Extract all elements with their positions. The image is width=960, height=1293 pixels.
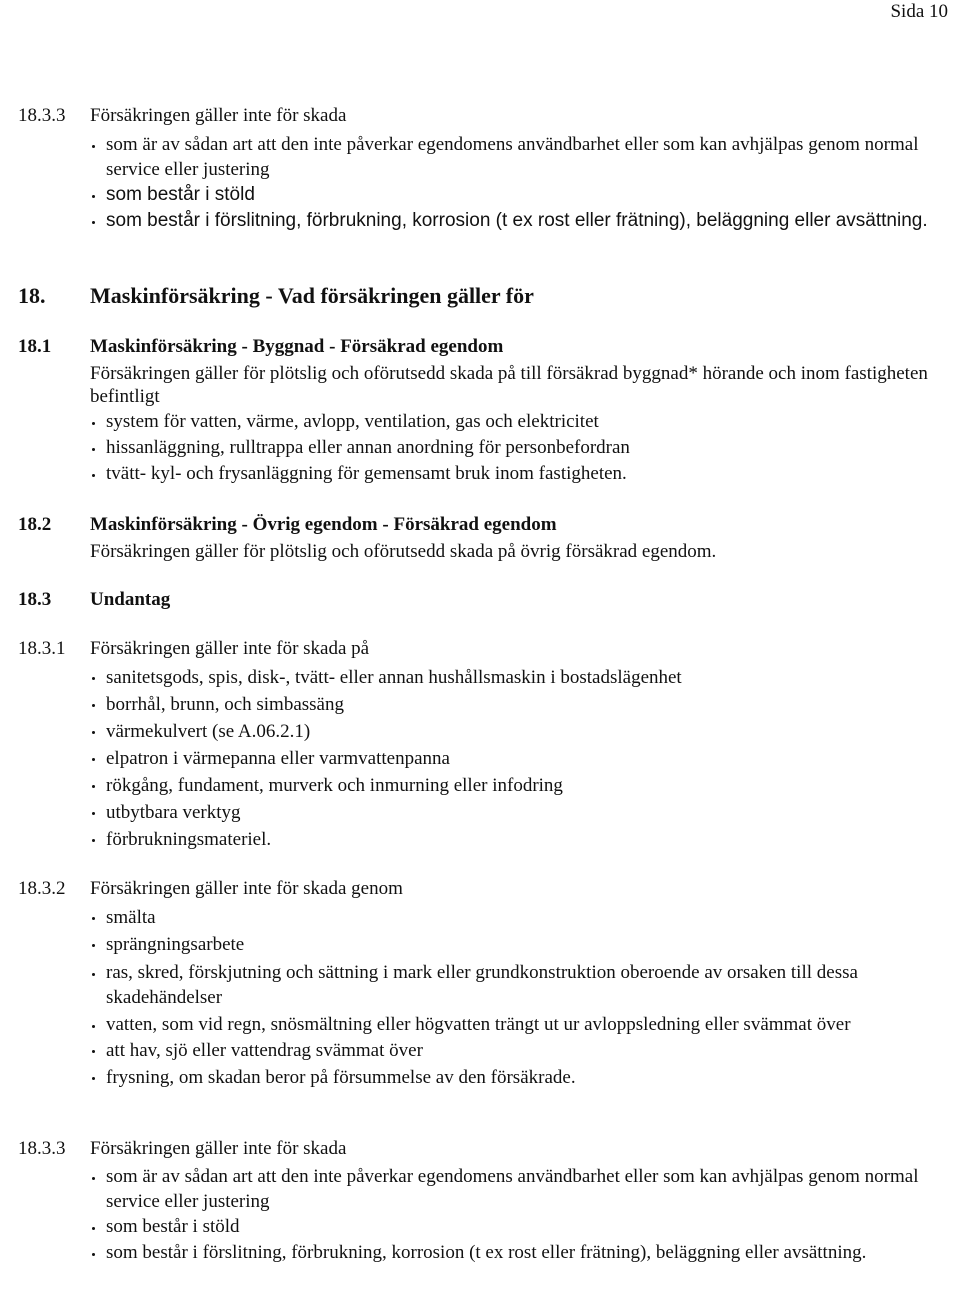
list-item: sprängningsarbete: [90, 931, 930, 958]
bullet-list-18-3-2: [90, 904, 930, 1091]
list-item: som består i stöld: [90, 1214, 930, 1240]
list-item: utbytbara verktyg: [90, 799, 930, 826]
bullet-list-18-3-3: [90, 1164, 930, 1265]
section-title: Maskinförsäkring - Övrig egendom - Försäkrad egendom: [90, 514, 557, 535]
list-item: rökgång, fundament, murverk och inmurning eller infodring: [90, 772, 930, 799]
list-item: som består i stöld: [90, 182, 930, 208]
section-title: Maskinförsäkring - Vad försäkringen gäller för: [90, 283, 534, 308]
bullet-list-18-3-1: [90, 664, 930, 853]
list-item: smälta: [90, 904, 930, 931]
list-item: hissanläggning, rulltrappa eller annan anordning för personbefordran: [90, 435, 930, 461]
section-number: 18.3: [18, 589, 52, 610]
bullet-list-top: [90, 132, 930, 233]
list-item: som är av sådan art att den inte påverkar egendomens användbarhet eller som kan avhjälpas genom normal service eller justering: [90, 1164, 930, 1214]
section-number: 18.2: [18, 514, 52, 535]
section-title: Försäkringen gäller inte för skada: [90, 1138, 347, 1159]
section-18-1-text: Försäkringen gäller för plötslig och oförutsedd skada på till försäkrad byggnad* hörande och inom fastigheten befintligt: [90, 363, 928, 407]
section-title: Undantag: [90, 589, 171, 610]
list-item: som består i förslitning, förbrukning, korrosion (t ex rost eller frätning), beläggning eller avsättning.: [90, 208, 930, 233]
list-item: att hav, sjö eller vattendrag svämmat över: [90, 1037, 930, 1064]
section-number: 18.3.3: [18, 105, 66, 126]
section-number: 18.3.3: [18, 1138, 66, 1159]
list-item: tvätt- kyl- och frysanläggning för gemensamt bruk inom fastigheten.: [90, 461, 930, 487]
section-18-2-text: Försäkringen gäller för plötslig och oförutsedd skada på övrig försäkrad egendom.: [90, 541, 717, 562]
list-item: förbrukningsmateriel.: [90, 826, 930, 853]
section-title: Försäkringen gäller inte för skada genom: [90, 878, 403, 899]
list-item: vatten, som vid regn, snösmältning eller högvatten trängt ut ur avloppsledning eller svämmat över: [90, 1012, 930, 1037]
section-title: Försäkringen gäller inte för skada: [90, 105, 347, 126]
list-item: elpatron i värmepanna eller varmvattenpanna: [90, 745, 930, 772]
bullet-list-18-1: [90, 409, 930, 487]
section-title: Försäkringen gäller inte för skada på: [90, 638, 370, 659]
list-item: ras, skred, förskjutning och sättning i mark eller grundkonstruktion oberoende av orsaken till dessa skadehändelser: [90, 960, 930, 1010]
list-item: som är av sådan art att den inte påverkar egendomens användbarhet eller som kan avhjälpas genom normal service eller justering: [90, 132, 930, 182]
list-item: system för vatten, värme, avlopp, ventilation, gas och elektricitet: [90, 409, 930, 435]
section-number: 18.3.1: [18, 638, 66, 659]
list-item: sanitetsgods, spis, disk-, tvätt- eller annan hushållsmaskin i bostadslägenhet: [90, 664, 930, 691]
section-title: Maskinförsäkring - Byggnad - Försäkrad egendom: [90, 336, 504, 357]
list-item: som består i förslitning, förbrukning, korrosion (t ex rost eller frätning), beläggning eller avsättning.: [90, 1240, 930, 1265]
list-item: borrhål, brunn, och simbassäng: [90, 691, 930, 718]
list-item: värmekulvert (se A.06.2.1): [90, 718, 930, 745]
list-item: frysning, om skadan beror på försummelse av den försäkrade.: [90, 1064, 930, 1091]
section-number: 18.3.2: [18, 878, 66, 899]
section-number: 18.1: [18, 336, 52, 357]
section-number: 18.: [18, 283, 46, 308]
page-number: Sida 10: [890, 1, 948, 22]
